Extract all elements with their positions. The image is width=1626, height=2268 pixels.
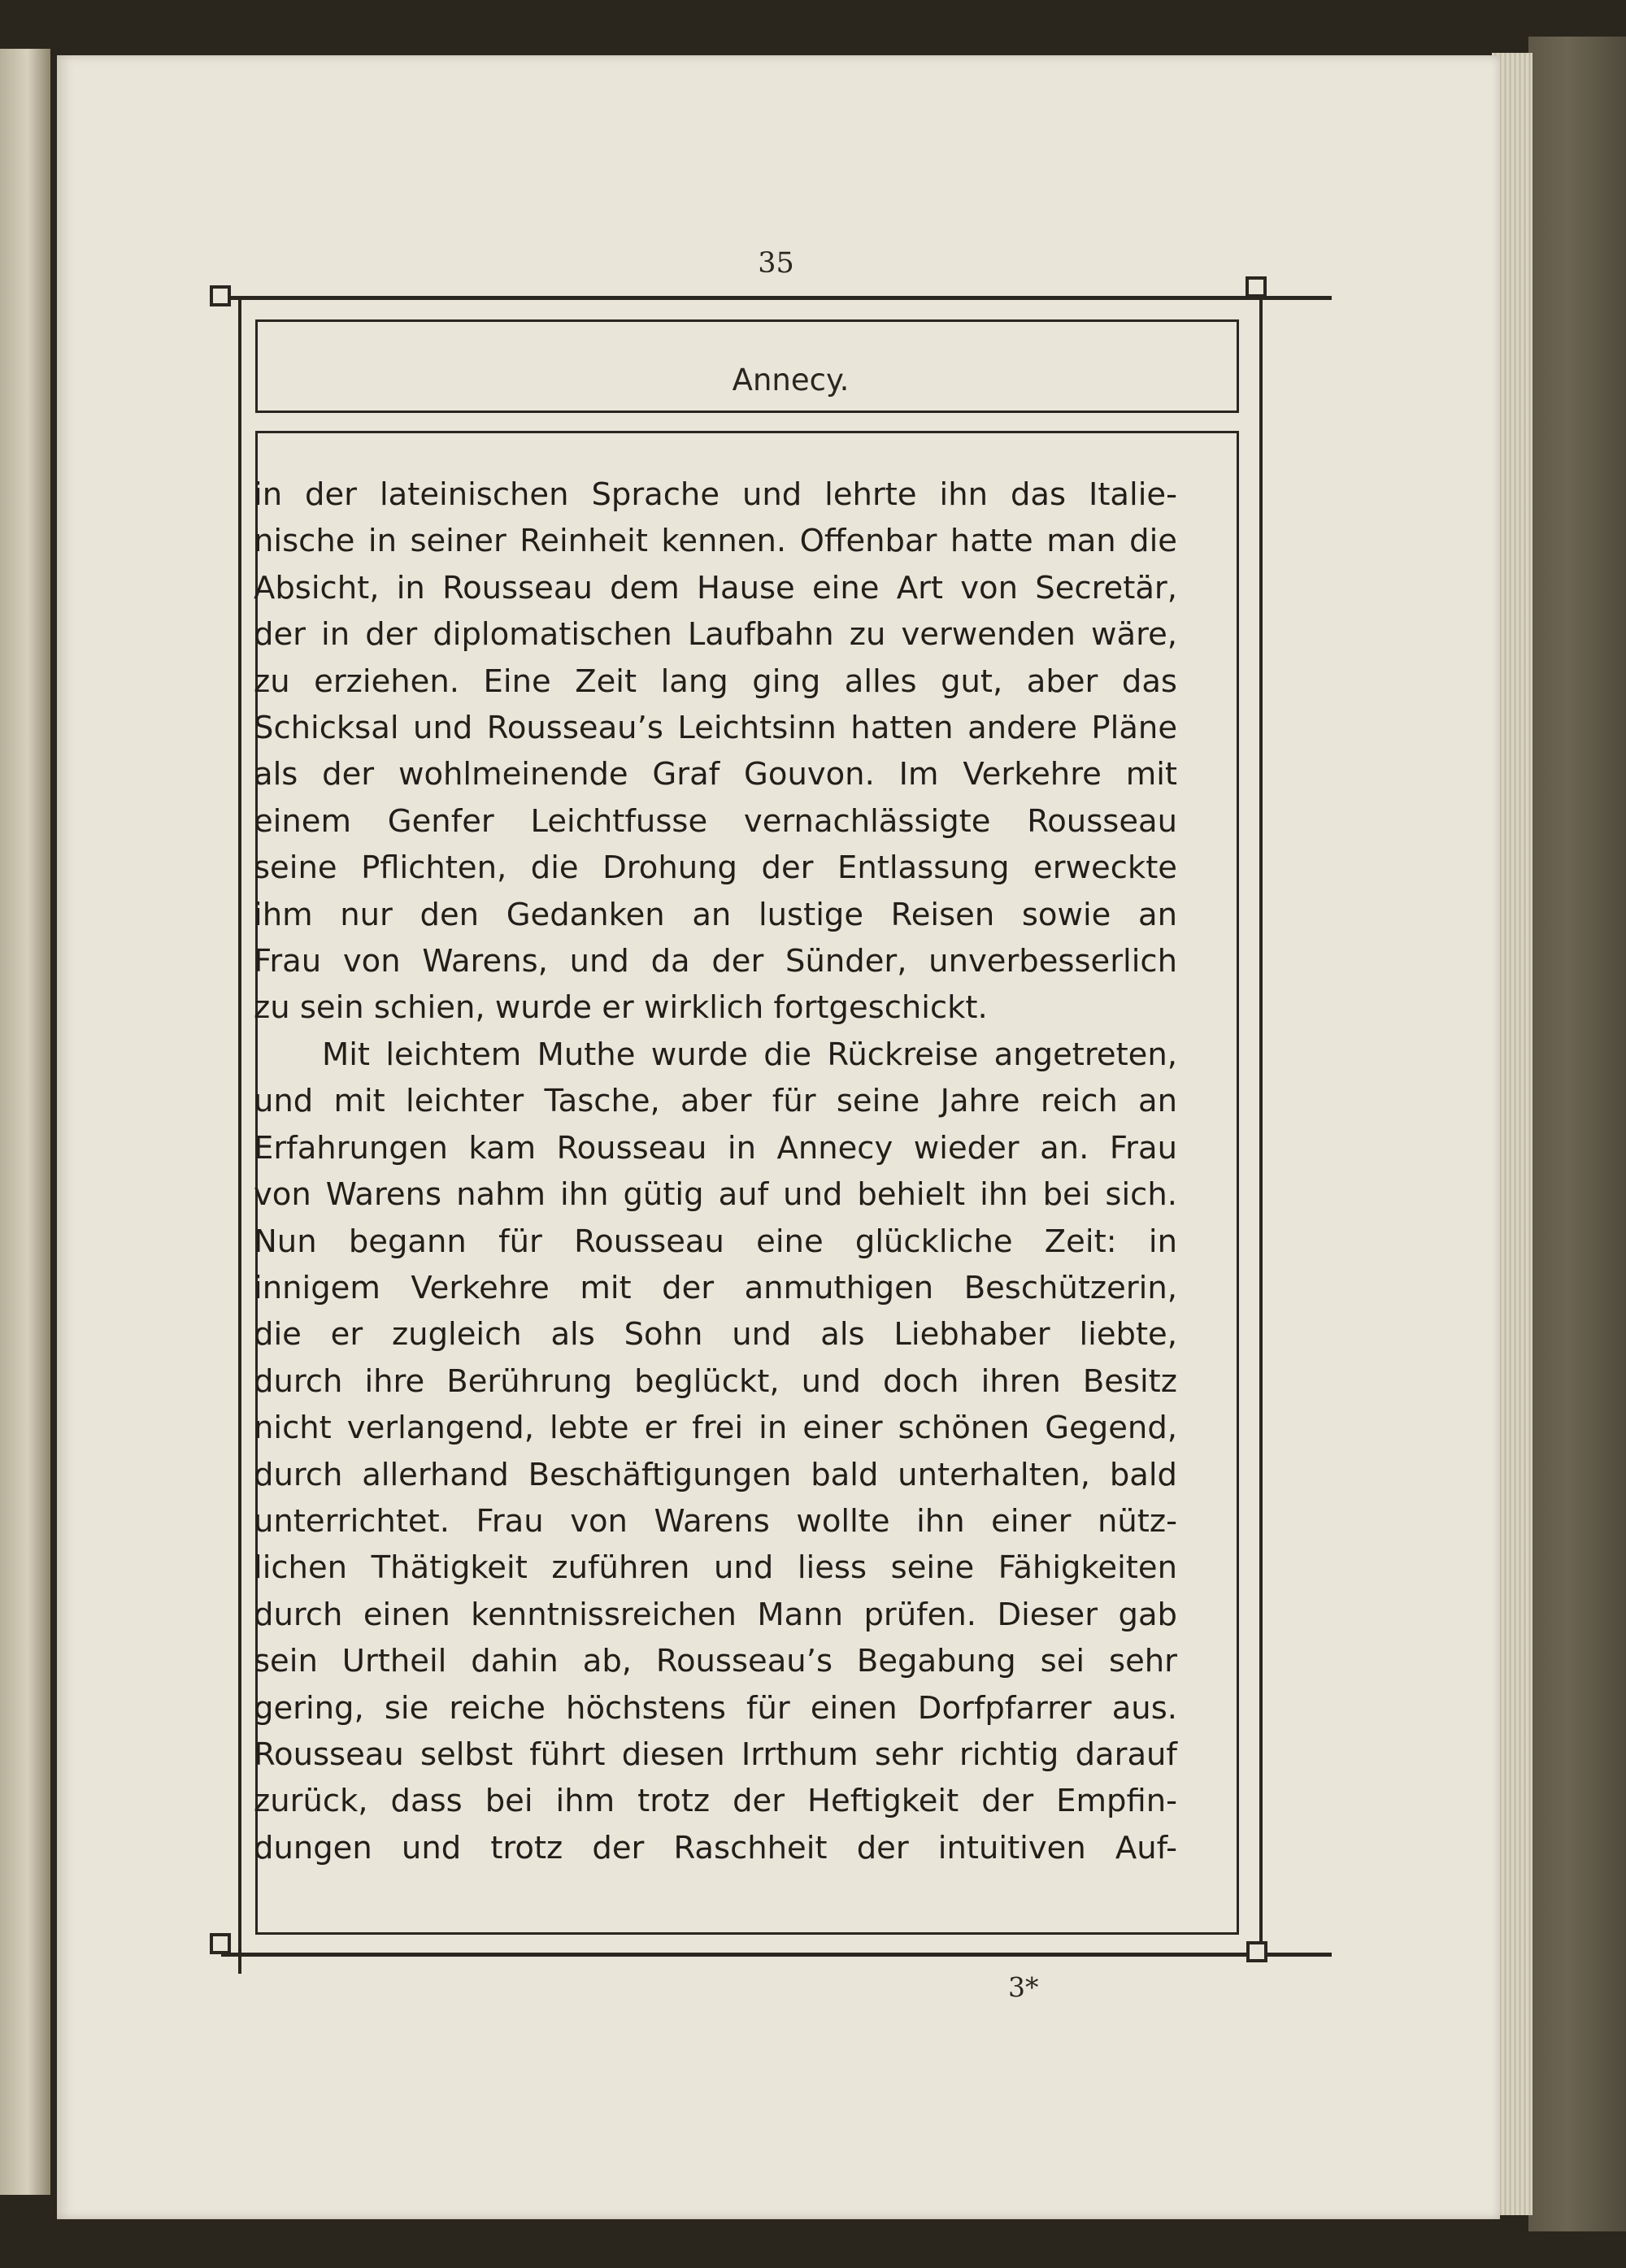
text-line: Absicht, in Rousseau dem Hause eine Art von Secretär, bbox=[254, 569, 1177, 606]
text-line: durch allerhand Beschäftigungen bald unterhalten, bald bbox=[254, 1456, 1177, 1493]
left-page-edge bbox=[0, 49, 50, 2195]
text-line: dungen und trotz der Raschheit der intuitiven Auf- bbox=[254, 1829, 1177, 1866]
text-line: zu erziehen. Eine Zeit lang ging alles gut, aber das bbox=[254, 663, 1177, 700]
text-line: lichen Thätigkeit zuführen und liess seine Fähigkeiten bbox=[254, 1549, 1177, 1587]
frame-corner-bottom-right bbox=[1246, 1941, 1267, 1962]
text-line: Mit leichtem Muthe wurde die Rückreise angetreten, bbox=[322, 1036, 1177, 1073]
frame-left-line bbox=[238, 299, 241, 1974]
book-cover-board bbox=[1528, 37, 1626, 2231]
text-line: unterrichtet. Frau von Warens wollte ihn einer nütz- bbox=[254, 1502, 1177, 1540]
text-line: zu sein schien, wurde er wirklich fortgeschickt. bbox=[254, 989, 988, 1027]
text-line: nicht verlangend, lebte er frei in einer schönen Gegend, bbox=[254, 1410, 1177, 1447]
text-line: durch einen kenntnissreichen Mann prüfen. Dieser gab bbox=[254, 1596, 1177, 1633]
frame-bottom-line bbox=[221, 1953, 1332, 1957]
frame-corner-top-left bbox=[210, 285, 231, 306]
text-line: Rousseau selbst führt diesen Irrthum sehr richtig darauf bbox=[254, 1736, 1177, 1773]
frame-right-line bbox=[1259, 276, 1263, 1951]
text-line: und mit leichter Tasche, aber für seine Jahre reich an bbox=[254, 1083, 1177, 1120]
signature-mark: 3* bbox=[1008, 1971, 1039, 2003]
body-text bbox=[254, 471, 1177, 1871]
text-line: zurück, dass bei ihm trotz der Heftigkeit der Empfin- bbox=[254, 1783, 1177, 1820]
text-line: von Warens nahm ihn gütig auf und behielt ihn bei sich. bbox=[254, 1176, 1177, 1214]
text-line: sein Urtheil dahin ab, Rousseau’s Begabung sei sehr bbox=[254, 1643, 1177, 1680]
page-number: 35 bbox=[758, 247, 794, 280]
text-line: einem Genfer Leichtfusse vernachlässigte Rousseau bbox=[254, 802, 1177, 840]
text-line: Erfahrungen kam Rousseau in Annecy wieder an. Frau bbox=[254, 1129, 1177, 1167]
text-line: ihm nur den Gedanken an lustige Reisen sowie an bbox=[254, 896, 1177, 933]
text-line: durch ihre Berührung beglückt, und doch ihren Besitz bbox=[254, 1362, 1177, 1400]
frame-corner-top-right bbox=[1246, 276, 1267, 298]
text-line: seine Pflichten, die Drohung der Entlassung erweckte bbox=[254, 849, 1177, 887]
text-line: gering, sie reiche höchstens für einen Dorfpfarrer aus. bbox=[254, 1689, 1177, 1727]
text-line: der in der diplomatischen Laufbahn zu verwenden wäre, bbox=[254, 616, 1177, 654]
text-line: Frau von Warens, und da der Sünder, unverbesserlich bbox=[254, 943, 1177, 980]
text-line: innigem Verkehre mit der anmuthigen Beschützerin, bbox=[254, 1269, 1177, 1306]
frame-corner-bottom-left bbox=[210, 1933, 231, 1954]
text-line: Nun begann für Rousseau eine glückliche Zeit: in bbox=[254, 1223, 1177, 1260]
frame-top-line bbox=[221, 296, 1332, 300]
running-head: Annecy. bbox=[732, 363, 850, 398]
text-line: in der lateinischen Sprache und lehrte ihn das Italie- bbox=[254, 476, 1177, 513]
text-line: Schicksal und Rousseau’s Leichtsinn hatten andere Pläne bbox=[254, 710, 1177, 747]
text-line: die er zugleich als Sohn und als Liebhaber liebte, bbox=[254, 1316, 1177, 1353]
text-line: nische in seiner Reinheit kennen. Offenbar hatte man die bbox=[254, 523, 1177, 560]
text-line: als der wohlmeinende Graf Gouvon. Im Verkehre mit bbox=[254, 756, 1177, 793]
